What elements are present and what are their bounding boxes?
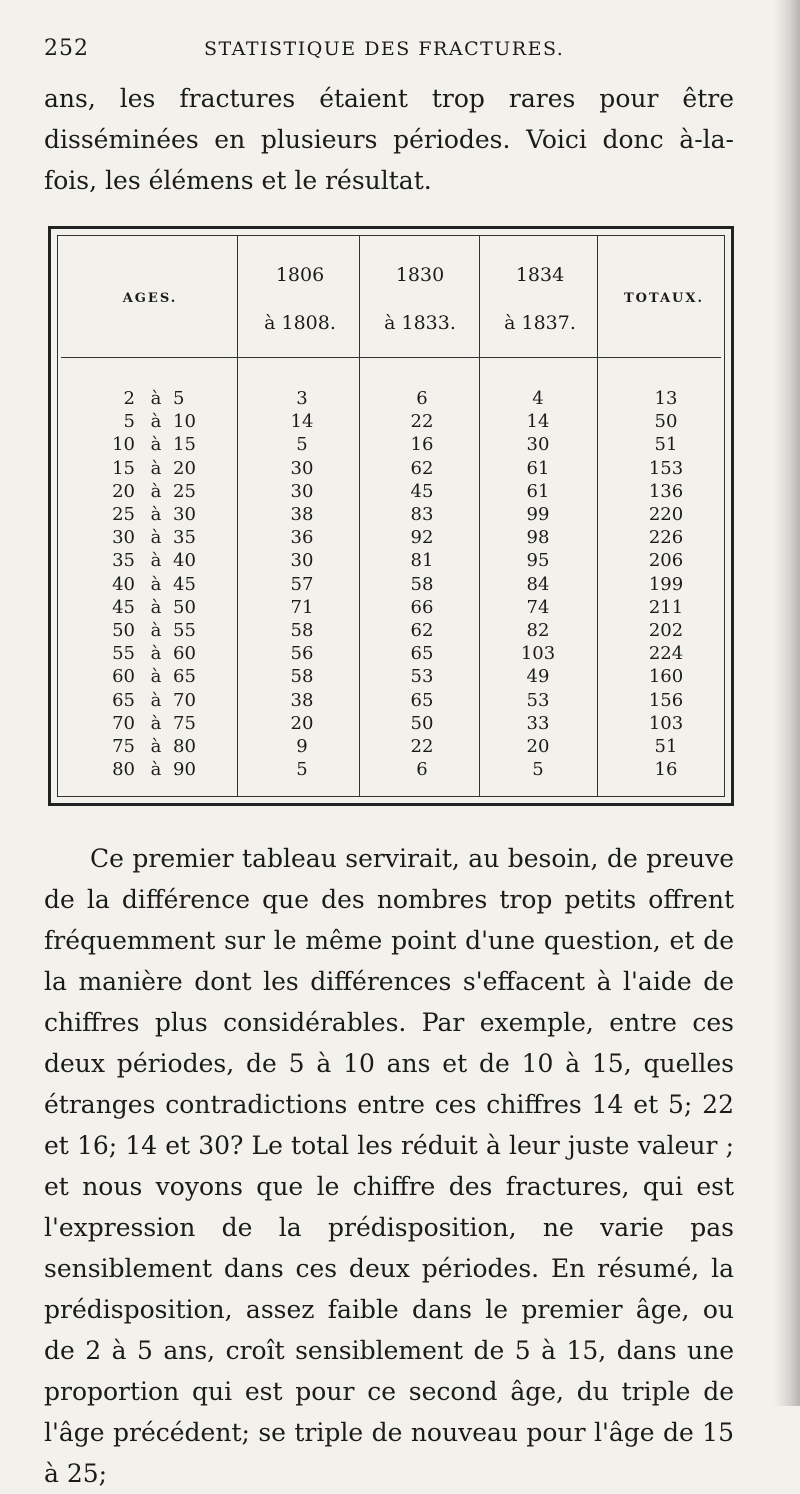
period-1-count: 30 [290,457,314,479]
period-1-count: 30 [290,550,314,572]
period-2-count: 6 [416,388,428,409]
period-2-count: 65 [410,689,434,711]
page-header [44,36,740,70]
table-row [51,387,731,411]
period-3-count: 33 [526,712,550,734]
intro-paragraph [44,78,734,201]
fractures-table [48,226,734,806]
total-count: 16 [654,759,678,781]
period-3-count: 95 [526,550,550,572]
period-2-count: 16 [410,434,434,456]
table-row [51,619,731,643]
age-from: 60 [112,666,135,688]
header-period-1-end: à 1808. [264,312,336,334]
age-from: 35 [112,550,135,572]
intro-text: ans, les fractures étaient trop rares pour être disséminées en plusieurs périodes. Voici donc à-la-fois, les élémens et le résultat. [44,84,734,195]
period-1-count: 5 [296,759,308,781]
period-3-count: 30 [526,434,550,456]
age-to: 80 [173,736,196,757]
age-separator: à [150,550,162,572]
header-ages: AGES. [122,291,178,306]
age-to: 45 [173,573,196,595]
total-count: 13 [654,388,678,409]
period-2-count: 22 [410,736,434,757]
total-count: 224 [648,643,684,665]
period-2-count: 6 [416,759,428,781]
age-to: 70 [173,689,196,711]
age-from: 30 [112,527,135,549]
total-count: 211 [648,596,684,618]
age-from: 5 [123,411,135,433]
page-number: 252 [44,36,89,61]
period-1-count: 58 [290,666,314,688]
table-row [51,735,731,759]
period-1-count: 38 [290,689,314,711]
table-row [51,526,731,550]
period-3-count: 74 [526,596,550,618]
age-to: 55 [173,620,196,641]
running-title: STATISTIQUE DES FRACTURES. [204,38,565,60]
period-2-count: 65 [410,643,434,665]
period-2-count: 92 [410,527,434,549]
total-count: 136 [648,480,684,502]
period-1-count: 5 [296,434,308,456]
total-count: 206 [648,550,684,572]
period-2-count: 22 [410,411,434,433]
age-from: 10 [112,434,135,456]
table-row [51,503,731,527]
header-period-2-start: 1830 [395,264,445,286]
age-from: 25 [112,504,135,525]
total-count: 51 [654,736,678,757]
total-count: 50 [654,411,678,433]
age-separator: à [150,689,162,711]
age-to: 60 [173,643,196,665]
header-period-1-start: 1806 [275,264,325,286]
period-1-count: 58 [290,620,314,641]
period-1-count: 71 [290,596,314,618]
period-1-count: 20 [290,712,314,734]
age-separator: à [150,736,162,757]
table-row [51,758,731,782]
page-edge-shadow [774,0,800,1406]
age-from: 15 [112,457,135,479]
total-count: 51 [654,434,678,456]
period-1-count: 30 [290,480,314,502]
age-to: 50 [173,596,196,618]
period-2-count: 50 [410,712,434,734]
table-row [51,457,731,481]
period-3-count: 61 [526,457,550,479]
age-from: 55 [112,643,135,665]
age-from: 70 [112,712,135,734]
table-row [51,480,731,504]
age-from: 50 [112,620,135,641]
header-totals: TOTAUX. [624,291,704,306]
total-count: 103 [648,712,684,734]
table-row [51,596,731,620]
period-1-count: 3 [296,388,308,409]
period-3-count: 4 [532,388,544,409]
period-3-count: 84 [526,573,550,595]
period-1-count: 38 [290,504,314,525]
age-separator: à [150,434,162,456]
age-separator: à [150,620,162,641]
period-3-count: 5 [532,759,544,781]
table-row [51,665,731,689]
age-from: 65 [112,689,135,711]
table-row [51,689,731,713]
age-to: 30 [173,504,196,525]
period-3-count: 53 [526,689,550,711]
period-3-count: 82 [526,620,550,641]
period-2-count: 62 [410,457,434,479]
age-separator: à [150,388,162,409]
period-2-count: 45 [410,480,434,502]
age-from: 80 [112,759,135,781]
age-to: 5 [173,388,185,409]
total-count: 160 [648,666,684,688]
period-1-count: 56 [290,643,314,665]
header-period-3-start: 1834 [515,264,565,286]
table-row [51,642,731,666]
age-to: 40 [173,550,196,572]
period-3-count: 14 [526,411,550,433]
period-3-count: 61 [526,480,550,502]
period-2-count: 53 [410,666,434,688]
period-2-count: 58 [410,573,434,595]
period-2-count: 81 [410,550,434,572]
age-separator: à [150,457,162,479]
period-2-count: 66 [410,596,434,618]
age-to: 25 [173,480,196,502]
age-from: 40 [112,573,135,595]
table-row [51,549,731,573]
age-separator: à [150,480,162,502]
age-separator: à [150,411,162,433]
age-separator: à [150,527,162,549]
total-count: 220 [648,504,684,525]
period-3-count: 98 [526,527,550,549]
total-count: 153 [648,457,684,479]
period-1-count: 14 [290,411,314,433]
period-3-count: 49 [526,666,550,688]
table-row [51,433,731,457]
age-separator: à [150,712,162,734]
body-paragraph [44,838,734,1494]
total-count: 226 [648,527,684,549]
age-to: 35 [173,527,196,549]
age-to: 15 [173,434,196,456]
age-from: 45 [112,596,135,618]
header-period-2-end: à 1833. [384,312,456,334]
period-3-count: 103 [520,643,556,665]
total-count: 156 [648,689,684,711]
age-to: 10 [173,411,196,433]
period-3-count: 99 [526,504,550,525]
table-row [51,573,731,597]
table-row [51,410,731,434]
age-from: 2 [123,388,135,409]
age-separator: à [150,573,162,595]
period-2-count: 83 [410,504,434,525]
period-1-count: 9 [296,736,308,757]
age-separator: à [150,643,162,665]
total-count: 202 [648,620,684,641]
header-rule [61,357,721,358]
age-to: 90 [173,759,196,781]
table-row [51,712,731,736]
age-from: 20 [112,480,135,502]
period-1-count: 57 [290,573,314,595]
age-to: 20 [173,457,196,479]
period-3-count: 20 [526,736,550,757]
age-separator: à [150,596,162,618]
period-1-count: 36 [290,527,314,549]
body-text: Ce premier tableau servirait, au besoin, de preuve de la différence que des nombres trop petits offrent fréquemment sur le même point d'une question, et de la manière dont les différences s'effacent à l'aide de chiffres plus considérables. Par exemple, entre ces deux périodes, de 5 à 10 ans et de 10 à 15, quelles étranges contradictions entre ces chiffres 14 et 5; 22 et 16; 14 et 30? Le total les réduit à leur juste valeur ; et nous voyons que le chiffre des fractures, qui est l'expression de la prédisposition, ne varie pas sensiblement dans ces deux périodes. En résumé, la prédisposition, assez faible dans le premier âge, ou de 2 à 5 ans, croît sensiblement de 5 à 15, dans une proportion qui est pour ce second âge, du triple de l'âge précédent; se triple de nouveau pour l'âge de 15 à 25; [44,844,734,1488]
age-separator: à [150,666,162,688]
header-period-3-end: à 1837. [504,312,576,334]
age-to: 65 [173,666,196,688]
age-separator: à [150,759,162,781]
age-from: 75 [112,736,135,757]
total-count: 199 [648,573,684,595]
age-to: 75 [173,712,196,734]
period-2-count: 62 [410,620,434,641]
age-separator: à [150,504,162,525]
